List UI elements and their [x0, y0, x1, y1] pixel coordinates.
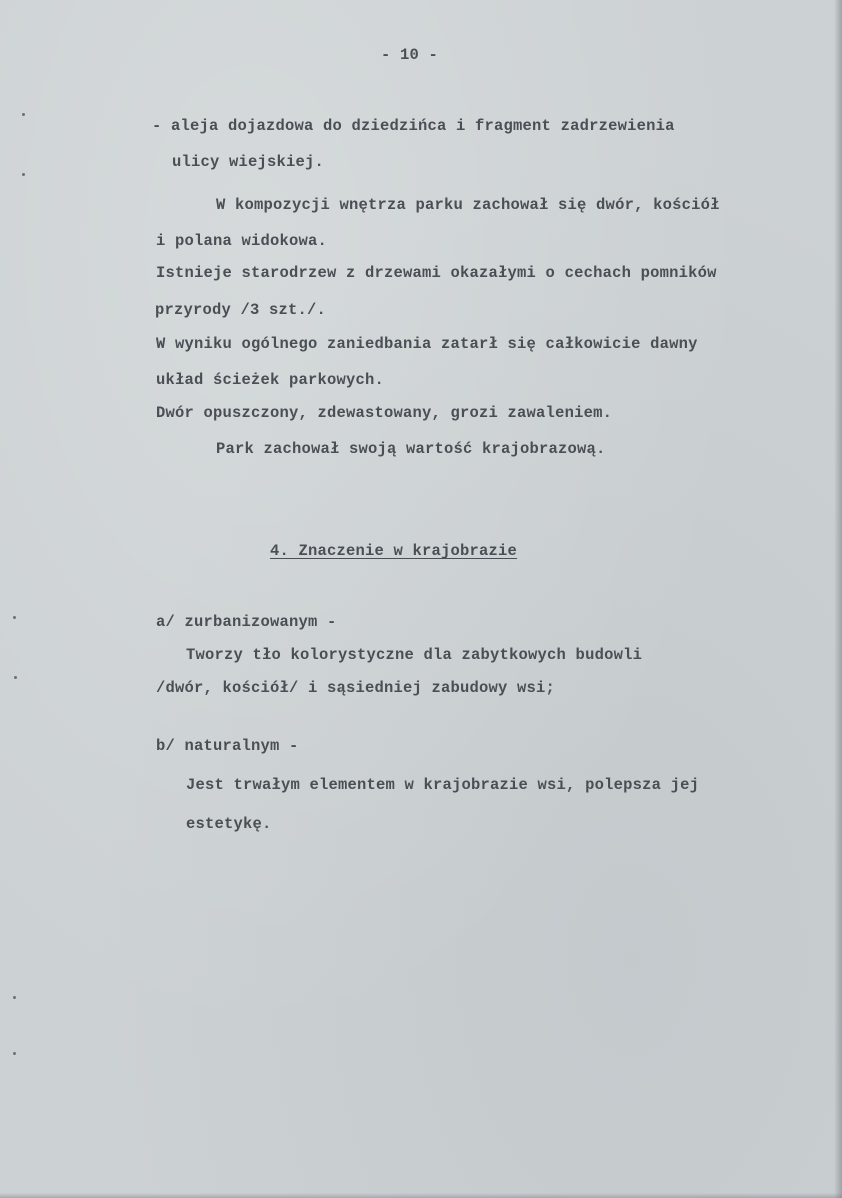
paper-speck [14, 676, 17, 679]
list-item-text: Jest trwałym elementem w krajobrazie wsi, polepsza jej [186, 776, 700, 794]
paper-edge [0, 1193, 842, 1198]
text-line: przyrody /3 szt./. [155, 301, 327, 319]
page-number: - 10 - [381, 46, 439, 64]
text-line: i polana widokowa. [156, 232, 328, 250]
list-item-text: /dwór, kościół/ i sąsiedniej zabudowy wsi; [156, 679, 556, 697]
paper-speck [13, 996, 16, 999]
paper-edge [834, 0, 842, 1198]
text-line: ulicy wiejskiej. [172, 153, 325, 171]
text-line: Istnieje starodrzew z drzewami okazałymi o cechach pomników [156, 264, 717, 282]
paper-speck [13, 1052, 16, 1055]
text-line: Dwór opuszczony, zdewastowany, grozi zawaleniem. [156, 404, 613, 422]
list-item-text: estetykę. [186, 815, 272, 833]
paper-speck [13, 616, 16, 619]
text-line: układ ścieżek parkowych. [156, 371, 385, 389]
list-item-label: a/ zurbanizowanym - [156, 613, 337, 631]
text-line: W wyniku ogólnego zaniedbania zatarł się całkowicie dawny [156, 335, 698, 353]
section-heading: 4. Znaczenie w krajobrazie [270, 542, 518, 560]
paper-speck [22, 173, 25, 176]
paper-speck [22, 113, 25, 116]
list-item-label: b/ naturalnym - [156, 737, 299, 755]
text-line: - aleja dojazdowa do dziedzińca i fragment zadrzewienia [152, 117, 675, 135]
list-item-text: Tworzy tło kolorystyczne dla zabytkowych budowli [186, 646, 643, 664]
text-line: W kompozycji wnętrza parku zachował się dwór, kościół [216, 196, 720, 214]
text-line: Park zachował swoją wartość krajobrazową. [216, 440, 606, 458]
